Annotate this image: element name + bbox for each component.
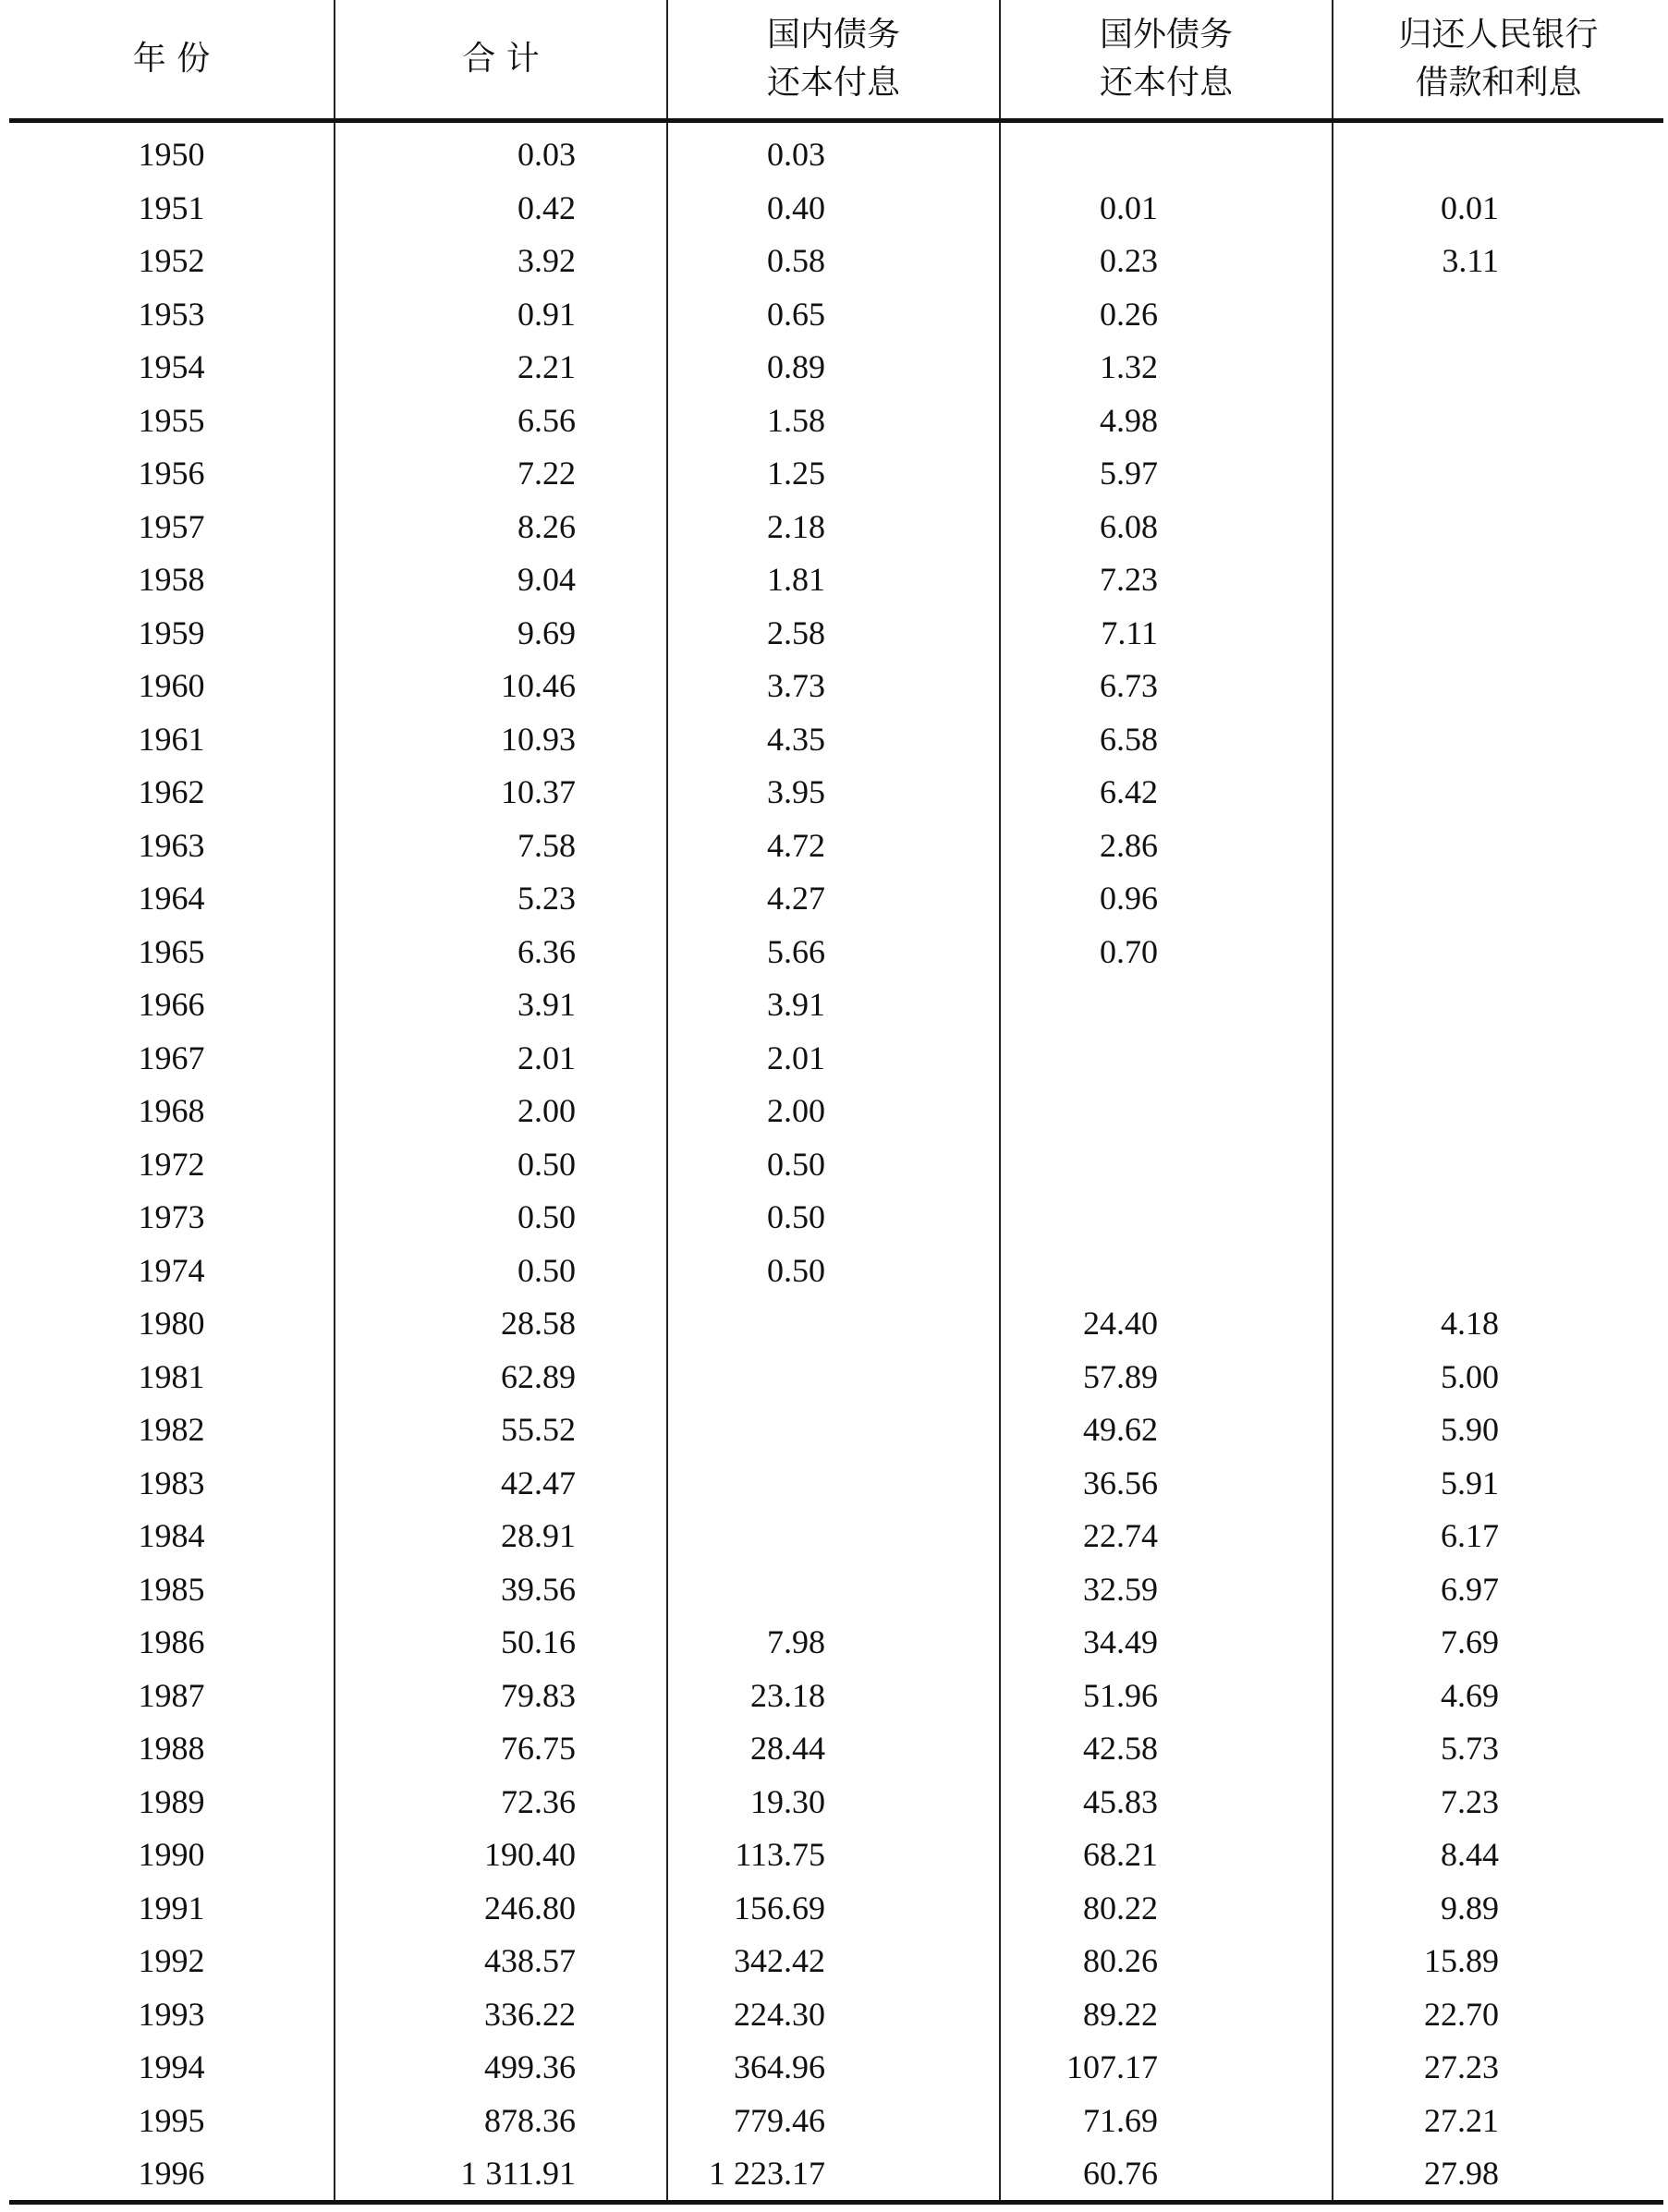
- cell-year: 1982: [138, 1411, 205, 1449]
- table-row: [9, 1244, 1663, 1297]
- cell-domestic: 2.58: [667, 606, 1000, 660]
- cell-domestic: [667, 1404, 1000, 1457]
- cell-pboc: [1333, 341, 1663, 395]
- cell-total: 6.36: [335, 925, 667, 978]
- table-row: [9, 235, 1663, 288]
- table-row: [9, 1935, 1663, 1988]
- cell-total: 6.56: [335, 394, 667, 447]
- cell-foreign: [1000, 1085, 1333, 1138]
- cell-total: 72.36: [335, 1775, 667, 1829]
- cell-foreign: [1000, 978, 1333, 1032]
- cell-foreign: 68.21: [1000, 1829, 1333, 1882]
- cell-foreign: 0.26: [1000, 287, 1333, 341]
- cell-year: 1966: [138, 986, 205, 1024]
- cell-domestic: 0.50: [667, 1191, 1000, 1245]
- cell-year: 1985: [138, 1570, 205, 1608]
- cell-total: 246.80: [335, 1881, 667, 1935]
- cell-year: 1980: [138, 1305, 205, 1343]
- cell-year: 1992: [138, 1942, 205, 1980]
- cell-domestic: 0.03: [667, 120, 1000, 181]
- table-row: [9, 1775, 1663, 1829]
- cell-domestic: 156.69: [667, 1881, 1000, 1935]
- cell-domestic: [667, 1350, 1000, 1404]
- cell-year: 1983: [138, 1464, 205, 1501]
- cell-total: 62.89: [335, 1350, 667, 1404]
- cell-year: 1989: [138, 1782, 205, 1820]
- header-total: [335, 0, 667, 120]
- header-domestic-line-2: 还本付息: [766, 63, 900, 102]
- cell-domestic: 0.40: [667, 181, 1000, 235]
- table-row: [9, 287, 1663, 341]
- cell-domestic: 4.27: [667, 872, 1000, 926]
- cell-pboc: [1333, 1244, 1663, 1297]
- cell-foreign: [1000, 1191, 1333, 1245]
- cell-total: 79.83: [335, 1669, 667, 1722]
- table-row: [9, 2147, 1663, 2203]
- cell-domestic: 364.96: [667, 2041, 1000, 2095]
- cell-total: 9.69: [335, 606, 667, 660]
- cell-domestic: 342.42: [667, 1935, 1000, 1988]
- cell-foreign: 42.58: [1000, 1722, 1333, 1776]
- cell-foreign: 34.49: [1000, 1616, 1333, 1670]
- cell-domestic: 0.50: [667, 1137, 1000, 1191]
- cell-total: 3.91: [335, 978, 667, 1032]
- table-row: [9, 1350, 1663, 1404]
- cell-total: 7.58: [335, 819, 667, 872]
- cell-domestic: 113.75: [667, 1829, 1000, 1882]
- cell-domestic: [667, 1456, 1000, 1510]
- cell-total: 0.03: [335, 120, 667, 181]
- cell-year: 1991: [138, 1889, 205, 1926]
- table-row: [9, 819, 1663, 872]
- cell-pboc: 3.11: [1333, 235, 1663, 288]
- cell-foreign: 80.22: [1000, 1881, 1333, 1935]
- cell-year: 1957: [138, 507, 205, 545]
- table-row: [9, 872, 1663, 926]
- cell-total: 28.58: [335, 1297, 667, 1351]
- cell-foreign: 0.23: [1000, 235, 1333, 288]
- cell-year: 1954: [138, 348, 205, 386]
- table-row: [9, 1669, 1663, 1722]
- cell-total: 499.36: [335, 2041, 667, 2095]
- header-total-line: 合 计: [462, 39, 540, 78]
- cell-foreign: 2.86: [1000, 819, 1333, 872]
- table-row: [9, 1722, 1663, 1776]
- cell-foreign: 0.96: [1000, 872, 1333, 926]
- header-pboc-line-2: 借款和利息: [1415, 63, 1582, 102]
- cell-foreign: 89.22: [1000, 1987, 1333, 2041]
- cell-total: 438.57: [335, 1935, 667, 1988]
- cell-total: 0.42: [335, 181, 667, 235]
- table-row: [9, 1031, 1663, 1085]
- header-pboc-line-1: 归还人民银行: [1398, 15, 1599, 54]
- cell-pboc: 9.89: [1333, 1881, 1663, 1935]
- cell-foreign: 80.26: [1000, 1935, 1333, 1988]
- cell-pboc: [1333, 660, 1663, 713]
- cell-domestic: 224.30: [667, 1987, 1000, 2041]
- cell-foreign: 51.96: [1000, 1669, 1333, 1722]
- cell-pboc: 5.73: [1333, 1722, 1663, 1776]
- table-row: [9, 712, 1663, 766]
- cell-pboc: [1333, 120, 1663, 181]
- cell-total: 28.91: [335, 1510, 667, 1563]
- cell-foreign: 0.01: [1000, 181, 1333, 235]
- cell-domestic: 19.30: [667, 1775, 1000, 1829]
- cell-foreign: 107.17: [1000, 2041, 1333, 2095]
- cell-domestic: 2.00: [667, 1085, 1000, 1138]
- cell-pboc: 6.97: [1333, 1562, 1663, 1616]
- cell-pboc: 27.21: [1333, 2094, 1663, 2147]
- cell-total: 2.21: [335, 341, 667, 395]
- cell-pboc: [1333, 447, 1663, 501]
- cell-pboc: 6.17: [1333, 1510, 1663, 1563]
- cell-domestic: 28.44: [667, 1722, 1000, 1776]
- cell-pboc: 0.01: [1333, 181, 1663, 235]
- cell-foreign: [1000, 1031, 1333, 1085]
- header-foreign-line-1: 国外债务: [1099, 15, 1233, 54]
- table-row: [9, 341, 1663, 395]
- cell-total: 2.00: [335, 1085, 667, 1138]
- table-header: [9, 0, 1663, 120]
- cell-year: 1988: [138, 1730, 205, 1768]
- cell-year: 1959: [138, 614, 205, 651]
- cell-total: 42.47: [335, 1456, 667, 1510]
- cell-pboc: [1333, 1031, 1663, 1085]
- cell-foreign: 22.74: [1000, 1510, 1333, 1563]
- cell-pboc: 7.23: [1333, 1775, 1663, 1829]
- table-row: [9, 1404, 1663, 1457]
- debt-repayment-table: [9, 0, 1663, 2205]
- cell-total: 336.22: [335, 1987, 667, 2041]
- cell-pboc: [1333, 819, 1663, 872]
- cell-domestic: 1 223.17: [667, 2147, 1000, 2203]
- cell-total: 10.46: [335, 660, 667, 713]
- table-row: [9, 766, 1663, 820]
- table-row: [9, 1510, 1663, 1563]
- table-row: [9, 925, 1663, 978]
- cell-foreign: 5.97: [1000, 447, 1333, 501]
- cell-year: 1990: [138, 1836, 205, 1874]
- cell-total: 8.26: [335, 500, 667, 553]
- cell-pboc: [1333, 394, 1663, 447]
- cell-year: 1963: [138, 826, 205, 864]
- table-row: [9, 447, 1663, 501]
- cell-year: 1987: [138, 1676, 205, 1714]
- table-row: [9, 660, 1663, 713]
- cell-domestic: 779.46: [667, 2094, 1000, 2147]
- header-domestic-debt: [667, 0, 1000, 120]
- cell-pboc: [1333, 872, 1663, 926]
- cell-total: 2.01: [335, 1031, 667, 1085]
- header-year-line: 年 份: [132, 39, 211, 78]
- cell-total: 55.52: [335, 1404, 667, 1457]
- cell-total: 190.40: [335, 1829, 667, 1882]
- cell-pboc: 4.18: [1333, 1297, 1663, 1351]
- cell-foreign: 1.32: [1000, 341, 1333, 395]
- cell-domestic: 2.01: [667, 1031, 1000, 1085]
- cell-domestic: 3.91: [667, 978, 1000, 1032]
- cell-year: 1961: [138, 720, 205, 758]
- table-row: [9, 978, 1663, 1032]
- cell-year: 1973: [138, 1198, 205, 1236]
- cell-foreign: 45.83: [1000, 1775, 1333, 1829]
- table-row: [9, 181, 1663, 235]
- table-row: [9, 1297, 1663, 1351]
- cell-year: 1996: [9, 2147, 335, 2203]
- cell-pboc: 4.69: [1333, 1669, 1663, 1722]
- cell-year: 1972: [138, 1145, 205, 1183]
- cell-domestic: 5.66: [667, 925, 1000, 978]
- cell-foreign: 49.62: [1000, 1404, 1333, 1457]
- cell-foreign: 7.11: [1000, 606, 1333, 660]
- cell-pboc: 5.91: [1333, 1456, 1663, 1510]
- cell-domestic: 0.50: [667, 1244, 1000, 1297]
- cell-total: 10.93: [335, 712, 667, 766]
- cell-total: 0.50: [335, 1191, 667, 1245]
- cell-pboc: 27.98: [1333, 2147, 1663, 2203]
- cell-foreign: [1000, 120, 1333, 181]
- cell-domestic: 23.18: [667, 1669, 1000, 1722]
- cell-domestic: 0.89: [667, 341, 1000, 395]
- cell-total: 5.23: [335, 872, 667, 926]
- cell-pboc: 15.89: [1333, 1935, 1663, 1988]
- cell-year: 1962: [138, 773, 205, 811]
- table-row: [9, 1456, 1663, 1510]
- cell-foreign: 7.23: [1000, 553, 1333, 607]
- table-row: [9, 1987, 1663, 2041]
- cell-pboc: 27.23: [1333, 2041, 1663, 2095]
- cell-year: 1995: [138, 2101, 205, 2139]
- cell-foreign: [1000, 1244, 1333, 1297]
- cell-year: 1958: [138, 561, 205, 599]
- cell-pboc: [1333, 553, 1663, 607]
- header-pboc-repayment: [1333, 0, 1663, 120]
- header-year: [9, 0, 335, 120]
- cell-year: 1955: [138, 401, 205, 439]
- cell-total: 9.04: [335, 553, 667, 607]
- cell-pboc: [1333, 766, 1663, 820]
- cell-year: 1984: [138, 1517, 205, 1555]
- table-row: [9, 1616, 1663, 1670]
- cell-foreign: 6.58: [1000, 712, 1333, 766]
- cell-foreign: 71.69: [1000, 2094, 1333, 2147]
- cell-total: 7.22: [335, 447, 667, 501]
- cell-pboc: [1333, 1191, 1663, 1245]
- cell-pboc: [1333, 712, 1663, 766]
- cell-year: 1993: [138, 1995, 205, 2033]
- table-row: [9, 1829, 1663, 1882]
- cell-foreign: 32.59: [1000, 1562, 1333, 1616]
- table-row: [9, 1085, 1663, 1138]
- table-body: [9, 120, 1663, 2203]
- cell-domestic: 0.65: [667, 287, 1000, 341]
- cell-year: 1974: [138, 1251, 205, 1289]
- cell-pboc: [1333, 287, 1663, 341]
- table-row: [9, 553, 1663, 607]
- cell-year: 1952: [138, 242, 205, 280]
- cell-domestic: 2.18: [667, 500, 1000, 553]
- cell-domestic: [667, 1297, 1000, 1351]
- cell-foreign: [1000, 1137, 1333, 1191]
- cell-foreign: 60.76: [1000, 2147, 1333, 2203]
- header-domestic-line-1: 国内债务: [766, 15, 900, 54]
- cell-domestic: 3.95: [667, 766, 1000, 820]
- cell-year: 1994: [138, 2048, 205, 2086]
- cell-domestic: 0.58: [667, 235, 1000, 288]
- cell-year: 1956: [138, 455, 205, 492]
- cell-foreign: 24.40: [1000, 1297, 1333, 1351]
- cell-total: 10.37: [335, 766, 667, 820]
- cell-total: 0.50: [335, 1244, 667, 1297]
- cell-total: 3.92: [335, 235, 667, 288]
- cell-year: 1967: [138, 1039, 205, 1076]
- cell-pboc: 22.70: [1333, 1987, 1663, 2041]
- cell-year: 1981: [138, 1357, 205, 1395]
- cell-foreign: 0.70: [1000, 925, 1333, 978]
- table-row: [9, 1191, 1663, 1245]
- cell-foreign: 36.56: [1000, 1456, 1333, 1510]
- header-row: [9, 0, 1663, 120]
- cell-pboc: 7.69: [1333, 1616, 1663, 1670]
- table-row: [9, 1137, 1663, 1191]
- cell-pboc: [1333, 1085, 1663, 1138]
- cell-foreign: 6.73: [1000, 660, 1333, 713]
- cell-domestic: 7.98: [667, 1616, 1000, 1670]
- cell-domestic: 1.81: [667, 553, 1000, 607]
- table-row: [9, 394, 1663, 447]
- cell-foreign: 6.08: [1000, 500, 1333, 553]
- cell-total: 0.50: [335, 1137, 667, 1191]
- cell-pboc: 5.90: [1333, 1404, 1663, 1457]
- cell-domestic: [667, 1510, 1000, 1563]
- cell-domestic: 3.73: [667, 660, 1000, 713]
- cell-pboc: [1333, 606, 1663, 660]
- cell-year: 1953: [138, 295, 205, 333]
- cell-total: 39.56: [335, 1562, 667, 1616]
- cell-total: 50.16: [335, 1616, 667, 1670]
- table-row: [9, 120, 1663, 181]
- table-row: [9, 2094, 1663, 2147]
- cell-year: 1965: [138, 932, 205, 970]
- cell-domestic: 1.25: [667, 447, 1000, 501]
- cell-pboc: [1333, 500, 1663, 553]
- cell-foreign: 4.98: [1000, 394, 1333, 447]
- cell-pboc: 5.00: [1333, 1350, 1663, 1404]
- cell-domestic: 4.72: [667, 819, 1000, 872]
- cell-total: 76.75: [335, 1722, 667, 1776]
- cell-domestic: 4.35: [667, 712, 1000, 766]
- table-row: [9, 1881, 1663, 1935]
- cell-year: 1968: [138, 1092, 205, 1130]
- cell-year: 1986: [138, 1623, 205, 1661]
- cell-pboc: [1333, 1137, 1663, 1191]
- cell-year: 1951: [138, 188, 205, 226]
- cell-year: 1964: [138, 880, 205, 918]
- table-row: [9, 500, 1663, 553]
- header-foreign-debt: [1000, 0, 1333, 120]
- cell-year: 1950: [138, 136, 205, 174]
- table-row: [9, 606, 1663, 660]
- cell-total: 1 311.91: [335, 2147, 667, 2203]
- table-row: [9, 1562, 1663, 1616]
- cell-total: 878.36: [335, 2094, 667, 2147]
- header-foreign-line-2: 还本付息: [1099, 63, 1233, 102]
- cell-total: 0.91: [335, 287, 667, 341]
- cell-pboc: [1333, 925, 1663, 978]
- cell-domestic: [667, 1562, 1000, 1616]
- cell-foreign: 6.42: [1000, 766, 1333, 820]
- table-row: [9, 2041, 1663, 2095]
- cell-domestic: 1.58: [667, 394, 1000, 447]
- cell-pboc: [1333, 978, 1663, 1032]
- cell-foreign: 57.89: [1000, 1350, 1333, 1404]
- cell-pboc: 8.44: [1333, 1829, 1663, 1882]
- cell-year: 1960: [138, 667, 205, 705]
